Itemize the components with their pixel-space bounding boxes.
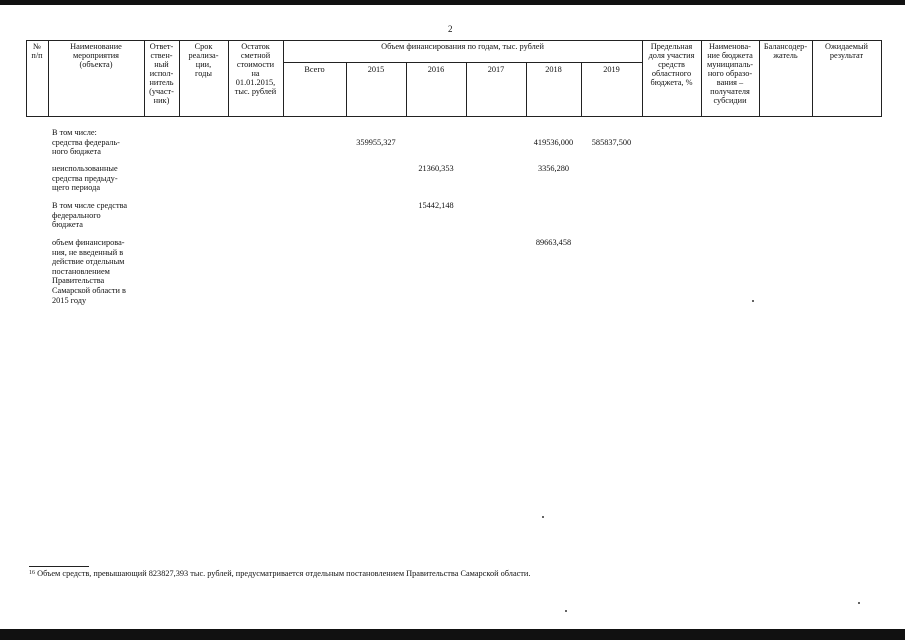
footnote <box>29 568 530 579</box>
header-executor: Ответ- ствен- ный испол- нитель (участ- ник) <box>149 42 174 105</box>
header-year-2017: 2017 <box>487 65 505 74</box>
footnote-text: Объем средств, превышающий 823827,393 тыс. рублей, предусматривается отдельным постановлением Правительства Самарской области. <box>37 569 531 578</box>
header-share: Предельная доля участия средств областного бюджета, % <box>648 42 695 87</box>
header-year-total: Всего <box>304 65 325 74</box>
footnote-rule <box>29 566 89 567</box>
header-num: № п/п <box>31 42 43 60</box>
header-year-2016: 2016 <box>427 65 445 74</box>
header-holder: Балансодер- жатель <box>763 42 808 60</box>
top-border <box>0 0 905 5</box>
header-mid-line <box>283 62 642 63</box>
value-2019: 585837,500 <box>591 138 632 147</box>
value-2018: 3356,280 <box>537 164 570 173</box>
row-label: В том числе средства федерального бюджета <box>52 201 128 230</box>
bottom-border <box>0 629 905 640</box>
col-border <box>881 40 882 117</box>
header-municipality: Наименова- ние бюджета муниципаль- ного образо- вания – получателя субсидии <box>706 42 754 105</box>
page-number: 2 <box>448 24 453 34</box>
scan-speck <box>858 602 860 604</box>
header-year-2015: 2015 <box>367 65 385 74</box>
footnote-marker: 16 <box>29 570 35 576</box>
scan-speck <box>752 300 754 302</box>
header-remainder: Остаток сметной стоимости на 01.01.2015, тыс. рублей <box>234 42 277 96</box>
header-period: Срок реализа- ции, годы <box>188 42 219 78</box>
row-label: неиспользованные средства предыду- щего периода <box>52 164 118 193</box>
row-label: В том числе: средства федераль- ного бюджета <box>52 128 120 157</box>
value-2018: 89663,458 <box>535 238 572 247</box>
value-2016: 21360,353 <box>418 164 454 173</box>
value-2015: 359955,327 <box>356 138 396 147</box>
header-bottom-line <box>26 116 882 117</box>
value-2018: 419536,000 <box>533 138 574 147</box>
header-year-2018: 2018 <box>545 65 562 74</box>
header-name: Наименование мероприятия (объекта) <box>70 42 122 69</box>
col-border <box>283 40 284 117</box>
table-header <box>26 40 882 117</box>
scan-speck <box>565 610 567 612</box>
value-2016: 15442,148 <box>418 201 454 210</box>
scan-speck <box>542 516 544 518</box>
header-year-2019: 2019 <box>603 65 620 74</box>
header-top-line <box>26 40 882 41</box>
row-label: объем финансирова- ния, не введенный в действие отдельным постановлением Правительства Самарской области в 2015 году <box>52 238 126 305</box>
header-result: Ожидаемый результат <box>824 42 869 60</box>
header-financing: Объем финансирования по годам, тыс. рублей <box>381 42 544 51</box>
